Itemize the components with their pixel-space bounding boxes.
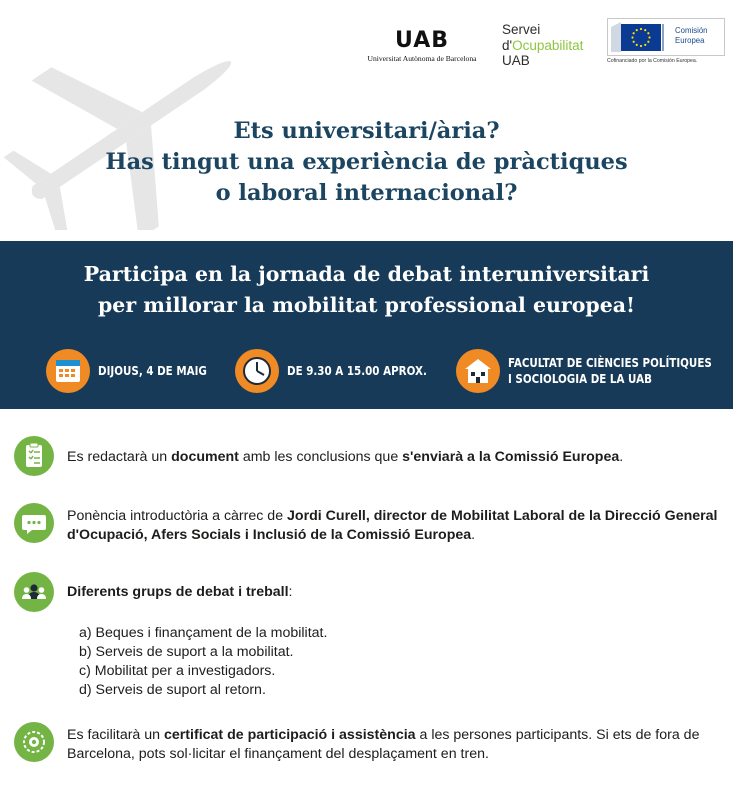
document-text-1: Es redactarà un <box>67 449 172 465</box>
uab-logo-subtitle: Universitat Autònoma de Barcelona <box>367 54 477 63</box>
certificate-bold-1: certificat de participació i assistència <box>164 727 416 743</box>
certificate-icon <box>14 722 54 762</box>
calendar-icon <box>46 349 90 393</box>
eu-star <box>633 32 635 34</box>
headline-line1: Ets universitari/ària? <box>233 118 500 144</box>
headline-line2: Has tingut una experiència de pràctiques <box>105 149 628 175</box>
document-bold-1: document <box>171 449 239 465</box>
eu-star <box>648 36 650 38</box>
building-icon <box>456 349 500 393</box>
list-item: a) Beques i finançament de la mobilitat. <box>79 625 328 641</box>
eu-star <box>636 44 638 46</box>
servei-ocupabilitat-logo <box>502 22 583 69</box>
event-time-text: DE 9.30 A 15.00 APROX. <box>287 364 427 378</box>
comision-europea-logo <box>607 18 725 68</box>
event-title-line1: Participa en la jornada de debat interuniversitari <box>83 262 650 286</box>
certificate-bullet <box>67 726 722 764</box>
talk-bold-1: Jordi Curell, director de Mobilitat Laboral de la Direcció General d'Ocupació, Afers Socials i Inclusió de la Comissió Europea <box>67 508 718 543</box>
uab-logo-mark: UAB <box>395 28 449 53</box>
event-date-text: DIJOUS, 4 DE MAIG <box>98 364 207 378</box>
document-bullet <box>67 448 722 467</box>
eu-star <box>636 29 638 31</box>
document-bold-2: s'enviarà a la Comissió Europea <box>402 449 620 465</box>
event-title <box>0 259 733 321</box>
main-headline <box>0 116 733 209</box>
groups-text-1: : <box>288 584 293 600</box>
eu-star <box>631 36 633 38</box>
talk-text-1: Ponència introductòria a càrrec de <box>67 508 288 524</box>
groups-list <box>79 624 327 700</box>
servei-logo-line2 <box>502 38 583 54</box>
checklist-icon <box>14 436 54 476</box>
eu-star <box>644 29 646 31</box>
groups-bullet <box>67 583 722 602</box>
eu-star <box>640 45 642 47</box>
comision-europea-line1: Comisión <box>675 26 708 35</box>
eu-star <box>644 44 646 46</box>
servei-logo-line1: Servei <box>502 22 541 37</box>
event-title-line2: per millorar la mobilitat professional europea! <box>97 293 636 317</box>
eu-star <box>647 41 649 43</box>
eu-star <box>633 41 635 43</box>
event-place-line2: I SOCIOLOGIA DE LA UAB <box>508 372 652 386</box>
eu-star <box>647 32 649 34</box>
servei-logo-line3: UAB <box>502 53 530 68</box>
clock-icon <box>235 349 279 393</box>
comision-europea-line2: Europea <box>675 35 705 45</box>
certificate-text-1: Es facilitarà un <box>67 727 164 743</box>
uab-logo <box>362 30 482 63</box>
certificate-text-2: a les persones participants. Si ets de fora de Barcelona, pots sol·licitar el finançament del desplaçament en tren. <box>67 727 700 762</box>
list-item: b) Serveis de suport a la mobilitat. <box>79 644 294 660</box>
list-item: d) Serveis de suport al retorn. <box>79 682 266 698</box>
event-place-line1: FACULTAT DE CIÈNCIES POLÍTIQUES <box>508 356 712 370</box>
group-icon <box>14 572 54 612</box>
servei-logo-highlight: Ocupabilitat <box>512 37 584 53</box>
groups-bold-1: Diferents grups de debat i treball <box>67 584 289 600</box>
event-banner <box>0 241 733 409</box>
event-place <box>456 349 726 393</box>
talk-bullet <box>67 507 722 545</box>
cofinancing-note: Cofinanciado por la Comisión Europea. <box>607 58 698 64</box>
eu-star <box>640 28 642 30</box>
document-text-3: . <box>619 449 624 465</box>
chat-icon <box>14 503 54 543</box>
comision-europea-title <box>675 26 708 45</box>
list-item: c) Mobilitat per a investigadors. <box>79 663 276 679</box>
servei-logo-prefix: d' <box>502 37 513 53</box>
event-place-text <box>508 349 712 393</box>
document-text-2: amb les conclusions que <box>238 449 403 465</box>
event-date <box>46 349 216 393</box>
event-time <box>235 349 435 393</box>
headline-line3: o laboral internacional? <box>215 180 518 206</box>
talk-text-2: . <box>471 527 476 543</box>
